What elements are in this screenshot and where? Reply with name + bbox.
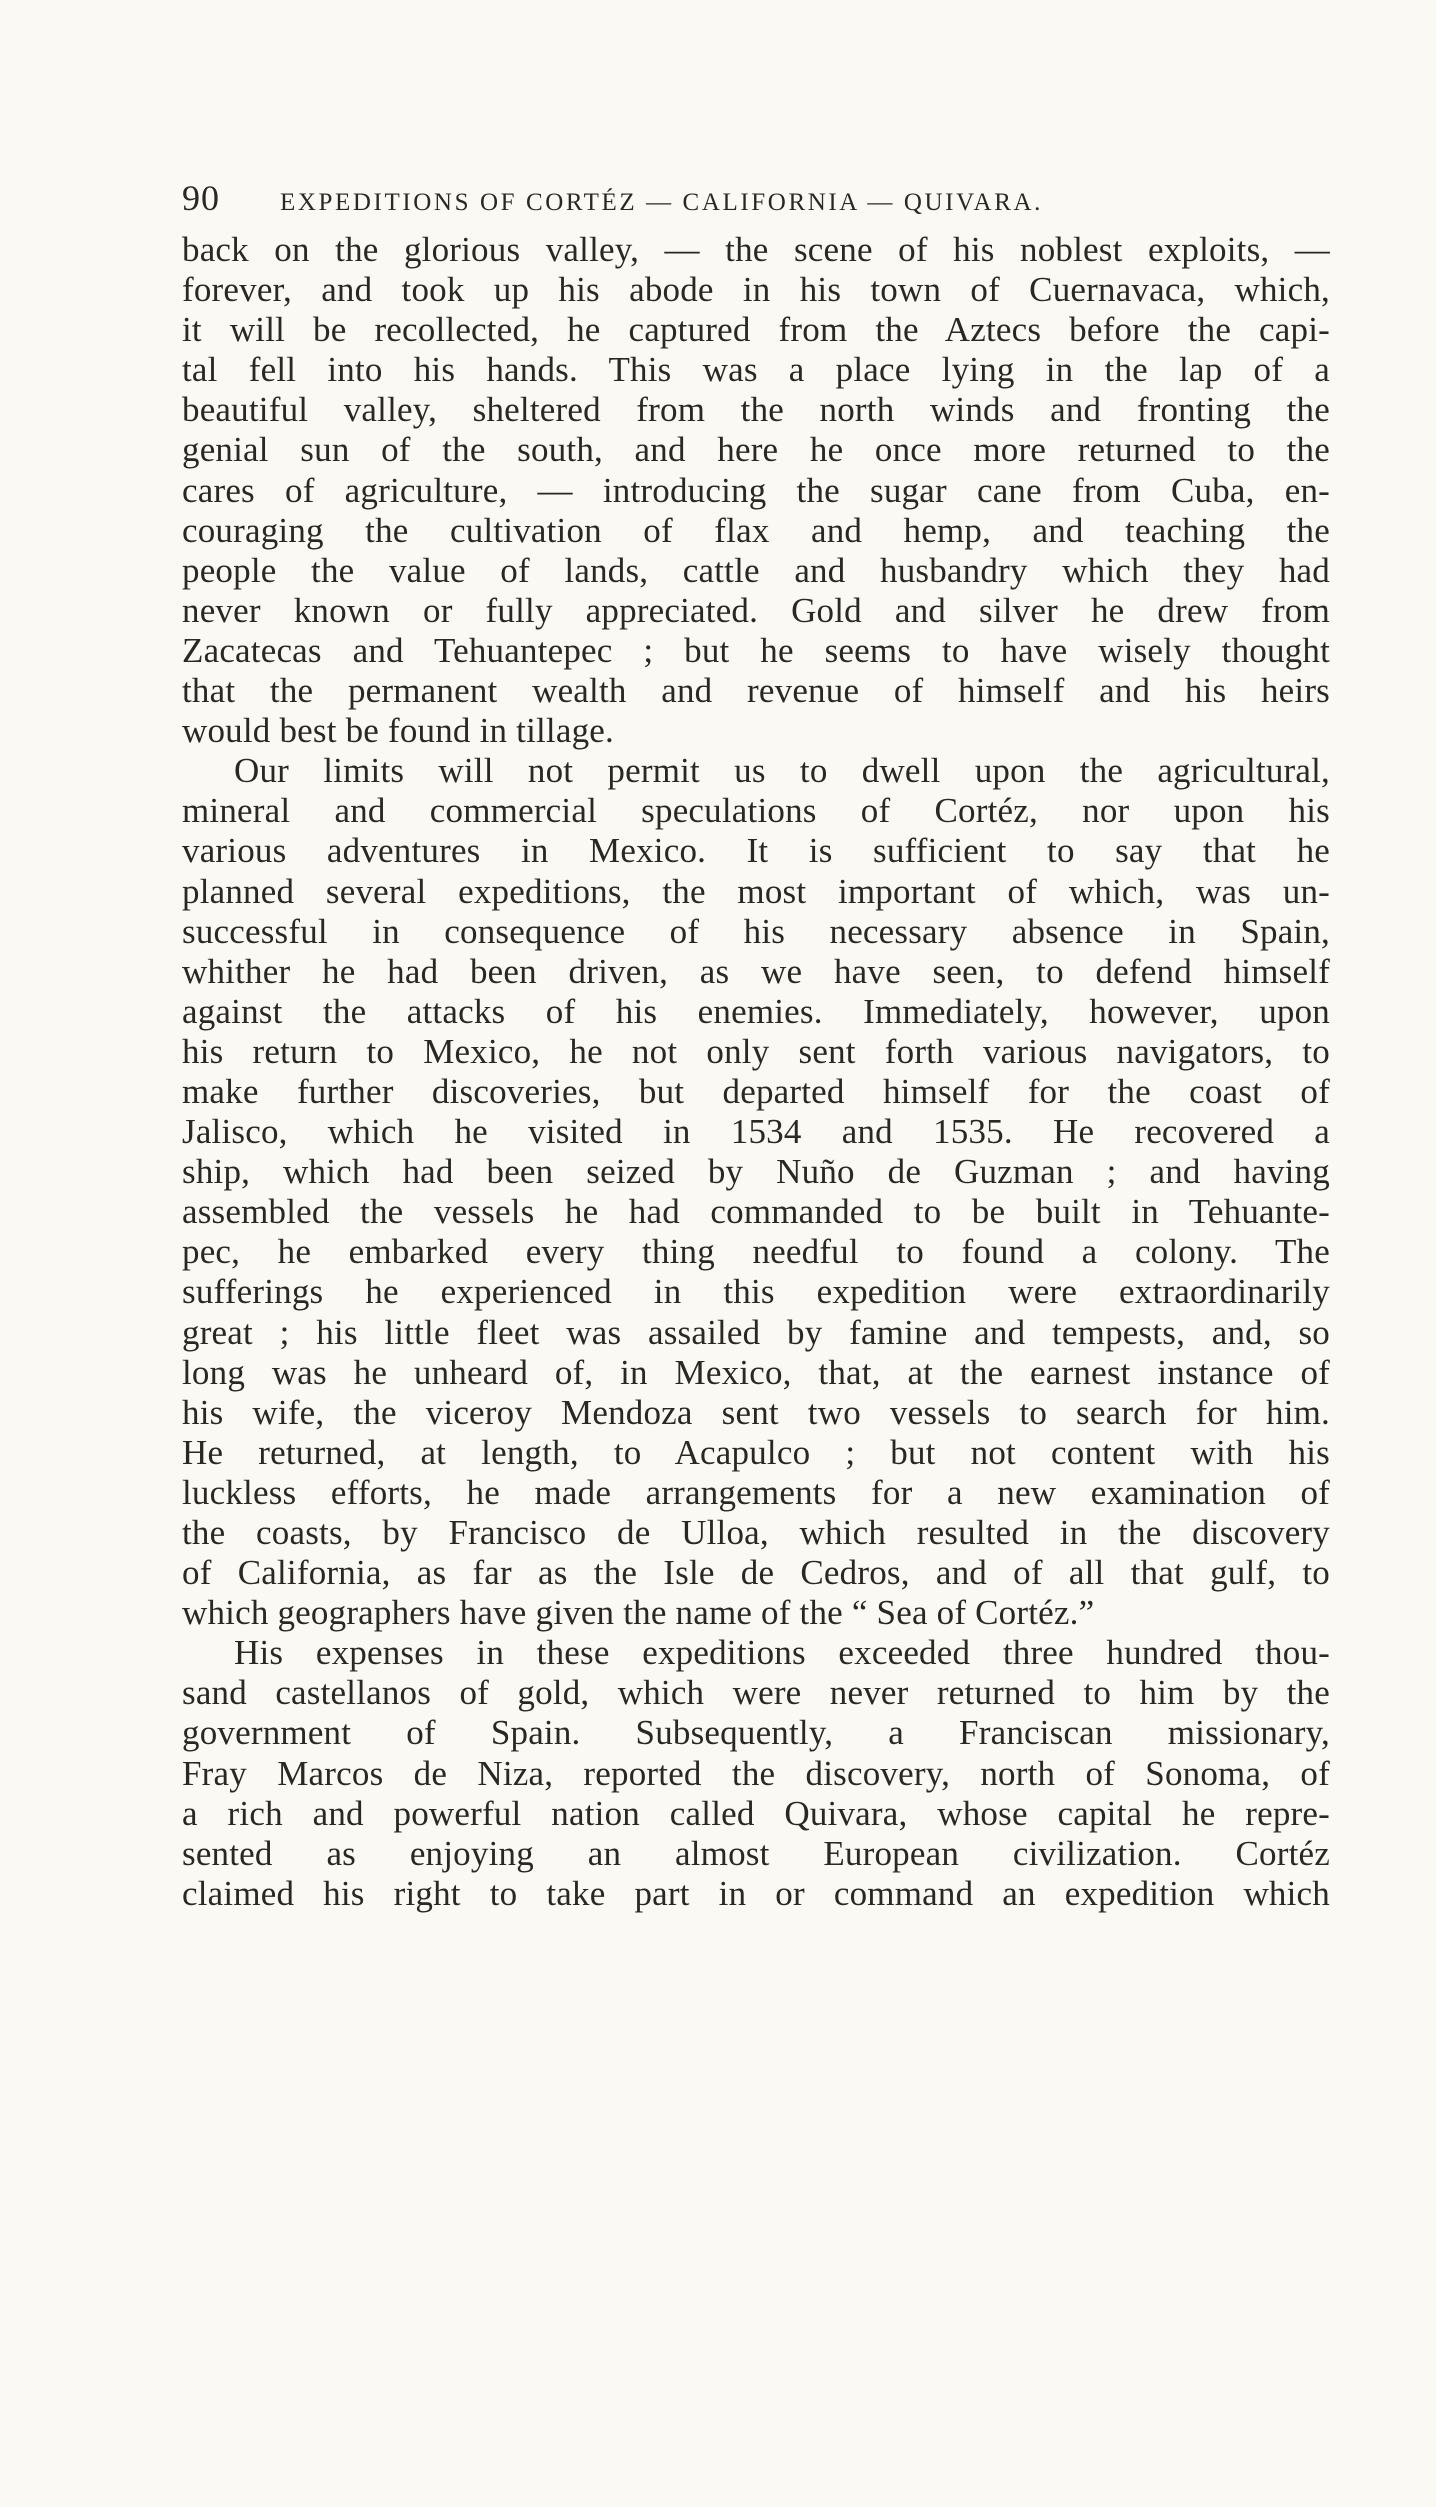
page-number: 90	[182, 178, 220, 218]
text-line: forever, and took up his abode in his town of Cuernavaca, which,	[182, 270, 1330, 310]
text-line: genial sun of the south, and here he once more returned to the	[182, 430, 1330, 470]
text-line: sand castellanos of gold, which were never returned to him by the	[182, 1673, 1330, 1713]
text-line: against the attacks of his enemies. Immediately, however, upon	[182, 991, 1330, 1031]
text-line: successful in consequence of his necessary absence in Spain,	[182, 911, 1330, 951]
text-line: his wife, the viceroy Mendoza sent two vessels to search for him.	[182, 1392, 1330, 1432]
text-line: sufferings he experienced in this expedition were extraordinarily	[182, 1272, 1330, 1312]
text-line: tal fell into his hands. This was a place lying in the lap of a	[182, 350, 1330, 390]
text-line: planned several expeditions, the most important of which, was un-	[182, 871, 1330, 911]
text-line: ship, which had been seized by Nuño de Guzman ; and having	[182, 1152, 1330, 1192]
text-line: a rich and powerful nation called Quivara, whose capital he repre-	[182, 1793, 1330, 1833]
text-line: long was he unheard of, in Mexico, that, at the earnest instance of	[182, 1352, 1330, 1392]
text-line: great ; his little fleet was assailed by famine and tempests, and, so	[182, 1312, 1330, 1352]
text-line: cares of agriculture, — introducing the sugar cane from Cuba, en-	[182, 470, 1330, 510]
text-line: beautiful valley, sheltered from the north winds and fronting the	[182, 390, 1330, 430]
paragraph-start-line: Our limits will not permit us to dwell upon the agricultural,	[234, 751, 1330, 791]
page-header	[182, 178, 1244, 228]
text-line: never known or fully appreciated. Gold and silver he drew from	[182, 590, 1330, 630]
text-line: luckless efforts, he made arrangements for a new examination of	[182, 1472, 1330, 1512]
text-line: mineral and commercial speculations of Cortéz, nor upon his	[182, 791, 1330, 831]
text-line: the coasts, by Francisco de Ulloa, which resulted in the discovery	[182, 1513, 1330, 1552]
text-line: Jalisco, which he visited in 1534 and 1535. He recovered a	[182, 1112, 1330, 1152]
text-line: it will be recollected, he captured from the Aztecs before the capi-	[182, 310, 1330, 350]
running-head: EXPEDITIONS OF CORTÉZ — CALIFORNIA — QUIVARA.	[280, 189, 1043, 216]
text-line: would best be found in tillage.	[182, 711, 614, 751]
text-line: couraging the cultivation of flax and hemp, and teaching the	[182, 510, 1330, 550]
text-line: He returned, at length, to Acapulco ; but not content with his	[182, 1432, 1330, 1472]
text-line: whither he had been driven, as we have seen, to defend himself	[182, 951, 1330, 991]
text-line: make further discoveries, but departed himself for the coast of	[182, 1071, 1330, 1111]
paragraph-start-line: His expenses in these expeditions exceeded three hundred thou-	[234, 1633, 1330, 1673]
text-line: assembled the vessels he had commanded to be built in Tehuante-	[182, 1192, 1330, 1232]
text-line: people the value of lands, cattle and husbandry which they had	[182, 550, 1330, 590]
text-line: Zacatecas and Tehuantepec ; but he seems to have wisely thought	[182, 630, 1330, 670]
text-line: his return to Mexico, he not only sent forth various navigators, to	[182, 1031, 1330, 1071]
body-text	[182, 230, 1330, 1914]
text-line: various adventures in Mexico. It is sufficient to say that he	[182, 831, 1330, 871]
text-line: of California, as far as the Isle de Cedros, and of all that gulf, to	[182, 1553, 1330, 1593]
text-line: Fray Marcos de Niza, reported the discovery, north of Sonoma, of	[182, 1753, 1330, 1793]
text-line: which geographers have given the name of the “ Sea of Cortéz.”	[182, 1593, 1095, 1633]
text-line: claimed his right to take part in or command an expedition which	[182, 1873, 1330, 1913]
text-line: back on the glorious valley, — the scene of his noblest exploits, —	[182, 230, 1330, 269]
text-line: pec, he embarked every thing needful to found a colony. The	[182, 1232, 1330, 1272]
text-line: government of Spain. Subsequently, a Franciscan missionary,	[182, 1713, 1330, 1753]
text-line: sented as enjoying an almost European civilization. Cortéz	[182, 1833, 1330, 1873]
text-line: that the permanent wealth and revenue of himself and his heirs	[182, 671, 1330, 711]
